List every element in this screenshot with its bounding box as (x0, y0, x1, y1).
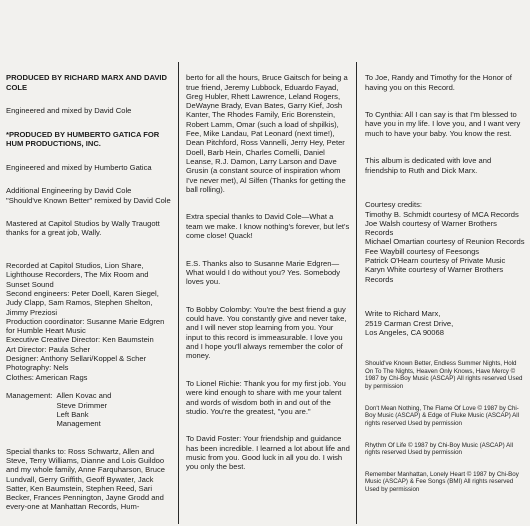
thanks-cynthia: To Cynthia: All I can say is that I'm blessed to have you in my life. I love you, and I want very much to have your baby. You know the rest. (365, 110, 521, 138)
engineered-by-gatica: Engineered and mixed by Humberto Gatica (6, 162, 152, 172)
thanks-lionel-richie: To Lionel Richie: Thank you for my first job. You were kind enough to share with me your talent and words of wisdom both in and out of the studio. You're the greatest, "you are." (186, 378, 346, 416)
thanks-susanne: E.S. Thanks also to Susanne Marie Edgren—What would I do without you? Yes. Somebody loves you. (186, 258, 341, 287)
management-value: Allen Kovac and Steve Drimmer Left Bank Management (56, 391, 112, 429)
publishing-credit-3: Rhythm Of Life © 1987 by Chi-Boy Music (ASCAP) All rights reserved Used by permission (365, 441, 513, 457)
column-thanks (186, 64, 351, 486)
management-label: Management: (6, 391, 53, 401)
fan-mail-address: Write to Richard Marx, 2519 Carman Crest Drive, Los Angeles, CA 90068 (365, 309, 454, 337)
special-thanks: Special thanks to: Ross Schwartz, Allen and Steve, Terry Williams, Dianne and Lois Guildoo and my whole family, Anne Farquharson, Bruce Lundvall, Gerry Griffith, Geoff Bywater, Jack Satter, Ken Baumstein, Stephen Reed, Sari Becker, Frances Pennington, Jayne Grodd and every-one at Manhattan Records, Hum- (6, 446, 165, 512)
thanks-david-foster: To David Foster: Your friendship and guidance has been incredible. I learned a lot about life and music from you. Good luck in all you do. I wish you only the best. (186, 434, 350, 472)
publishing-credit-4: Remember Manhattan, Lonely Heart © 1987 by Chi-Boy Music (ASCAP) & Fee Songs (BMI) All rights reserved Used by permission (365, 470, 519, 493)
additional-engineering: Additional Engineering by David Cole "Should've Known Better" remixed by David Cole (6, 186, 171, 205)
column-divider-left (178, 62, 179, 524)
recording-credits: Recorded at Capitol Studios, Lion Share, Lighthouse Recorders, The Mix Room and Sunset Sound Second engineers: Peter Doell, Karen Siegel, Judy Clapp, Sam Ramos, Stephen Shelton, Jimmy Preziosi Production coordinator: Susanne Marie Edgren for Humble Heart Music Executive Creative Director: Ken Baumstein Art Director: Paula Scher Designer: Anthony Sellari/Koppel & Scher Photography: Nels Clothes: American Rags (6, 261, 165, 382)
courtesy-credits: Courtesy credits: Timothy B. Schmidt courtesy of MCA Records Joe Walsh courtesy of Warner Brothers Records Michael Omartian courtesy of Reunion Records Fee Waybill courtesy of Feesongs Patrick O'Hearn courtesy of Private Music Karyn White courtesy of Warner Brothers Records (365, 200, 525, 284)
produced-by-gatica: *PRODUCED BY HUMBERTO GATICA FOR HUM PRODUCTIONS, INC. (6, 129, 160, 149)
dedication: This album is dedicated with love and friendship to Ruth and Dick Marx. (365, 156, 492, 175)
mastered-by: Mastered at Capitol Studios by Wally Traugott thanks for a great job, Wally. (6, 219, 160, 238)
thanks-david-cole: Extra special thanks to David Cole—What a team we make. I know nothing's forever, but let's come close! Quack! (186, 212, 350, 241)
column-credits (6, 64, 174, 526)
engineered-by-cole: Engineered and mixed by David Cole (6, 106, 132, 116)
produced-by: PRODUCED BY RICHARD MARX AND DAVID COLE (6, 73, 168, 92)
publishing-credit-2: Don't Mean Nothing, The Flame Of Love © 1987 by Chi-Boy Music (ASCAP) & Edge of Fluke Music (ASCAP) All rights reserved Used by permission (365, 404, 520, 427)
management-credit (6, 391, 174, 428)
column-divider-right (356, 62, 357, 524)
thanks-list: berto for all the hours, Bruce Gaitsch for being a true friend, Jeremy Lubbock, Eduardo Fayad, Greg Hubler, Rhett Lawrence, Leland Rogers, DeWayne Brady, Evan Bates, Garry Kief, Josh Kanter, The Rhodes Family, Eric Borenstein, Robert Lamm, Omar (such a load of shpilkis), Fee, Mike Landau, Pat Leonard (next time!), Dean Pitchford, Ross Vannelli, Jerry Hey, Peter Doell, Barb Hein, Charles Comelli, Daniel Leanse, R.J. Damon, Larry Larson and Dave Grusin (a constant source of inspiration whom I've never met), Al Silfen (Thanks for getting the ball rolling). (186, 73, 348, 194)
column-dedications (365, 64, 525, 503)
publishing-credit-1: Should've Known Better, Endless Summer Nights, Hold On To The Nights, Heaven Only Knows, Have Mercy © 1987 by Chi-Boy Music (ASCAP) All rights reserved Used by permission (365, 360, 523, 390)
thanks-bobby-colomby: To Bobby Colomby: You're the best friend a guy could have. You constantly give and never take, and I will never stop learning from you. Your input to this record is immeasurable. I love you and I hope you'll always remember the color of money. (186, 304, 347, 361)
thanks-joe-randy-timothy: To Joe, Randy and Timothy for the Honor of having you on this Record. (365, 73, 512, 92)
